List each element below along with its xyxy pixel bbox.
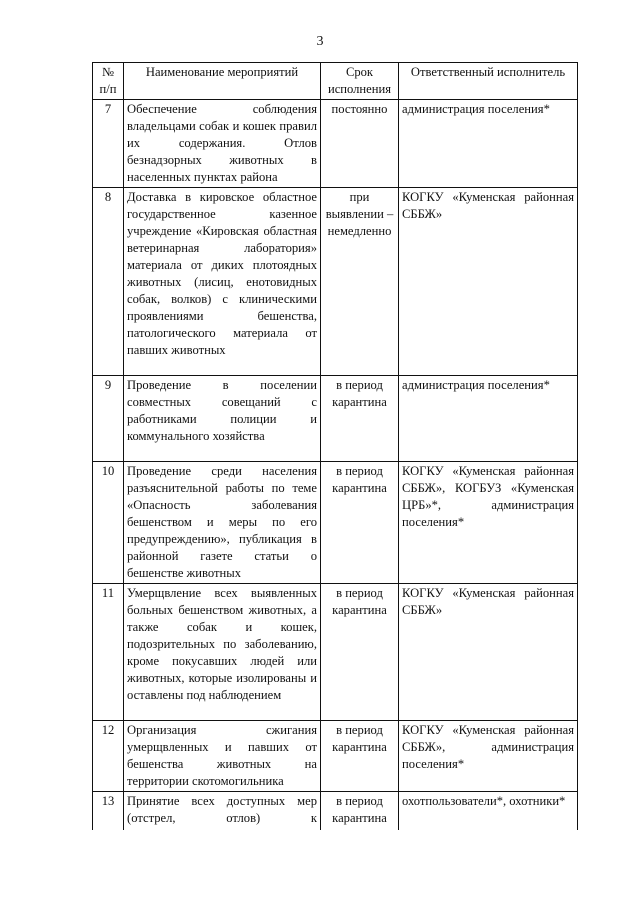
row-responsible: КОГКУ «Куменская районная СББЖ», КОГБУЗ «Куменская ЦРБ»*, администрация поселения* — [399, 462, 578, 584]
row-responsible: администрация поселения* — [399, 100, 578, 188]
table-row — [93, 376, 578, 462]
row-term: в период карантина — [321, 584, 399, 721]
header-responsible: Ответственный исполнитель — [399, 63, 578, 100]
row-term: при выявлении – немедленно — [321, 188, 399, 376]
table-row — [93, 792, 578, 830]
row-responsible: КОГКУ «Куменская районная СББЖ» — [399, 584, 578, 721]
row-title: Доставка в кировское областное государственное казенное учреждение «Кировская областная ветеринарная лаборатория» материала от диких плотоядных животных (лисиц, енотовидных собак, волков) с клиническими проявлениями бешенства, патологического материала от павших животных — [124, 188, 321, 376]
row-title: Организация сжигания умерщвленных и павших от бешенства животных на территории скотомогильника — [124, 721, 321, 792]
header-num: № п/п — [93, 63, 124, 100]
row-num: 9 — [93, 376, 124, 462]
row-responsible: КОГКУ «Куменская районная СББЖ», администрация поселения* — [399, 721, 578, 792]
row-title: Проведение в поселении совместных совещаний с работниками полиции и коммунального хозяйства — [124, 376, 321, 462]
row-responsible: КОГКУ «Куменская районная СББЖ» — [399, 188, 578, 376]
row-term: постоянно — [321, 100, 399, 188]
header-term: Срок исполнения — [321, 63, 399, 100]
row-responsible: администрация поселения* — [399, 376, 578, 462]
row-term: в период карантина — [321, 721, 399, 792]
row-term: в период карантина — [321, 792, 399, 830]
row-title: Проведение среди населения разъяснительной работы по теме «Опасность заболевания бешенством и меры по его предупреждению», публикация в районной газете статьи о бешенстве животных — [124, 462, 321, 584]
row-num: 10 — [93, 462, 124, 584]
row-title: Умерщвление всех выявленных больных бешенством животных, а также собак и кошек, подозрительных по заболеванию, кроме покусавших людей или животных, которые изолированы и оставлены под наблюдением — [124, 584, 321, 721]
table-row — [93, 584, 578, 721]
header-title: Наименование мероприятий — [124, 63, 321, 100]
row-title: Принятие всех доступных мер (отстрел, отлов) к — [124, 792, 321, 830]
table-row — [93, 188, 578, 376]
table-row — [93, 462, 578, 584]
row-term: в период карантина — [321, 376, 399, 462]
activities-table — [92, 62, 578, 830]
row-num: 13 — [93, 792, 124, 830]
row-title: Обеспечение соблюдения владельцами собак и кошек правил их содержания. Отлов безнадзорных животных в населенных пунктах района — [124, 100, 321, 188]
page-number: 3 — [316, 34, 324, 49]
table-row — [93, 100, 578, 188]
row-num: 12 — [93, 721, 124, 792]
row-num: 8 — [93, 188, 124, 376]
table-header-row — [93, 63, 578, 100]
row-responsible: охотпользователи*, охотники* — [399, 792, 578, 830]
row-num: 11 — [93, 584, 124, 721]
row-term: в период карантина — [321, 462, 399, 584]
table-row — [93, 721, 578, 792]
row-num: 7 — [93, 100, 124, 188]
